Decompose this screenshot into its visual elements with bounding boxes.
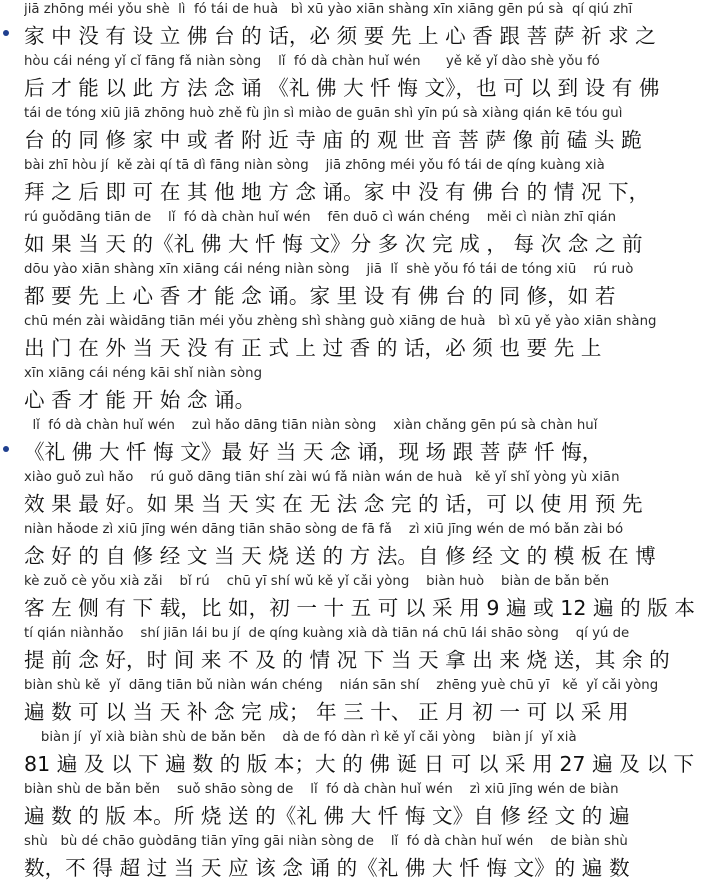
pinyin-row: chū mén zài wàidāng tiān méi yǒu zhèng shì shàng guò xiāng de huà bì xū yě yào xiān shàng xyxy=(24,314,657,329)
ruby-line xyxy=(0,572,703,624)
ruby-line xyxy=(0,0,703,52)
pinyin-row: jiā zhōng méi yǒu shè lì fó tái de huà bì xū yào xiān shàng xīn xiāng gēn pú sà qí qiú zhī xyxy=(24,2,633,17)
pinyin-row: xiào guǒ zuì hǎo rú guǒ dāng tiān shí zài wú fǎ niàn wán de huà kě yǐ shǐ yòng yù xiān xyxy=(24,470,620,485)
pinyin-row: tái de tóng xiū jiā zhōng huò zhě fù jìn sì miào de guān shì yīn pú sà xiàng qián kē tóu guì xyxy=(24,106,623,121)
paragraph-1 xyxy=(0,0,703,416)
ruby-line xyxy=(0,728,703,780)
ruby-line xyxy=(0,416,703,468)
ruby-line xyxy=(0,468,703,520)
hanzi-row: 台 的 同 修 家 中 或 者 附 近 寺 庙 的 观 世 音 菩 萨 像 前 磕 头 跪 xyxy=(24,128,642,152)
hanzi-row: 《礼 佛 大 忏 悔 文》最 好 当 天 念 诵，现 场 跟 菩 萨 忏 悔， xyxy=(24,440,603,464)
ruby-line xyxy=(0,156,703,208)
ruby-line xyxy=(0,312,703,364)
hanzi-row: 如 果 当 天 的《礼 佛 大 忏 悔 文》分 多 次 完 成 ， 每 次 念 之 前 xyxy=(24,232,643,256)
pinyin-row: biàn shù kě yǐ dāng tiān bǔ niàn wán chéng nián sān shí zhēng yuè chū yī kě yǐ cǎi yòng xyxy=(24,678,659,693)
pinyin-row: biàn jí yǐ xià biàn shù de bǎn běn dà de fó dàn rì kě yǐ cǎi yòng biàn jí yǐ xià xyxy=(24,730,577,745)
hanzi-row: 遍 数 的 版 本。所 烧 送 的《礼 佛 大 忏 悔 文》自 修 经 文 的 遍 xyxy=(24,804,630,828)
hanzi-row: 遍 数 可 以 当 天 补 念 完 成； 年 三 十、 正 月 初 一 可 以 采 用 xyxy=(24,700,629,724)
pinyin-row: bài zhī hòu jí kě zài qí tā dì fāng niàn sòng jiā zhōng méi yǒu fó tái de qíng kuàng xià xyxy=(24,158,605,173)
paragraph-2 xyxy=(0,416,703,884)
pinyin-row: rú guǒdāng tiān de lǐ fó dà chàn huǐ wén fēn duō cì wán chéng měi cì niàn zhī qián xyxy=(24,210,617,225)
pinyin-row: dōu yào xiān shàng xīn xiāng cái néng niàn sòng jiā lǐ shè yǒu fó tái de tóng xiū rú ruò xyxy=(24,262,634,277)
ruby-line xyxy=(0,520,703,572)
hanzi-row: 效 果 最 好。如 果 当 天 实 在 无 法 念 完 的 话，可 以 使 用 预 先 xyxy=(24,492,643,516)
ruby-line xyxy=(0,780,703,832)
pinyin-row: shù bù dé chāo guòdāng tiān yīng gāi niàn sòng de lǐ fó dà chàn huǐ wén de biàn shù xyxy=(24,834,628,849)
hanzi-row: 81 遍 及 以 下 遍 数 的 版 本；大 的 佛 诞 日 可 以 采 用 27 遍 及 以 下 xyxy=(24,752,695,776)
pinyin-row: tí qián niànhǎo shí jiān lái bu jí de qíng kuàng xià dà tiān ná chū lái shāo sòng qí yú de xyxy=(24,626,630,641)
ruby-line xyxy=(0,104,703,156)
pinyin-row: xīn xiāng cái néng kāi shǐ niàn sòng xyxy=(24,366,263,381)
ruby-line xyxy=(0,832,703,884)
pinyin-row: hòu cái néng yǐ cǐ fāng fǎ niàn sòng lǐ fó dà chàn huǐ wén yě kě yǐ dào shè yǒu fó xyxy=(24,54,600,69)
pinyin-row: lǐ fó dà chàn huǐ wén zuì hǎo dāng tiān niàn sòng xiàn chǎng gēn pú sà chàn huǐ xyxy=(24,418,598,433)
hanzi-row: 念 好 的 自 修 经 文 当 天 烧 送 的 方 法。自 修 经 文 的 模 板 在 博 xyxy=(24,544,656,568)
pinyin-row: biàn shù de bǎn běn suǒ shāo sòng de lǐ fó dà chàn huǐ wén zì xiū jīng wén de biàn xyxy=(24,782,619,797)
ruby-line xyxy=(0,52,703,104)
hanzi-row: 拜 之 后 即 可 在 其 他 地 方 念 诵。家 中 没 有 佛 台 的 情 况 下， xyxy=(24,180,650,204)
hanzi-row: 家 中 没 有 设 立 佛 台 的 话，必 须 要 先 上 心 香 跟 菩 萨 祈 求 之 xyxy=(24,24,656,48)
pinyin-row: niàn hǎode zì xiū jīng wén dāng tiān shāo sòng de fā fǎ zì xiū jīng wén de mó bǎn zài bó xyxy=(24,522,624,537)
ruby-line xyxy=(0,260,703,312)
ruby-line xyxy=(0,364,703,416)
pinyin-row: kè zuǒ cè yǒu xià zǎi bǐ rú chū yī shí wǔ kě yǐ cǎi yòng biàn huò biàn de bǎn běn xyxy=(24,574,610,589)
hanzi-row: 提 前 念 好，时 间 来 不 及 的 情 况 下 当 天 拿 出 来 烧 送，其 余 的 xyxy=(24,648,670,672)
hanzi-row: 心 香 才 能 开 始 念 诵。 xyxy=(24,388,256,412)
ruby-line xyxy=(0,624,703,676)
hanzi-row: 客 左 侧 有 下 载，比 如，初 一 十 五 可 以 采 用 9 遍 或 12 遍 的 版 本 xyxy=(24,596,696,620)
hanzi-row: 出 门 在 外 当 天 没 有 正 式 上 过 香 的 话，必 须 也 要 先 上 xyxy=(24,336,602,360)
hanzi-row: 数，不 得 超 过 当 天 应 该 念 诵 的《礼 佛 大 忏 悔 文》的 遍 数 xyxy=(24,856,630,880)
ruby-line xyxy=(0,676,703,728)
ruby-line xyxy=(0,208,703,260)
hanzi-row: 后 才 能 以 此 方 法 念 诵 《礼 佛 大 忏 悔 文》，也 可 以 到 设 有 佛 xyxy=(24,76,660,100)
hanzi-row: 都 要 先 上 心 香 才 能 念 诵。家 里 设 有 佛 台 的 同 修，如 若 xyxy=(24,284,616,308)
